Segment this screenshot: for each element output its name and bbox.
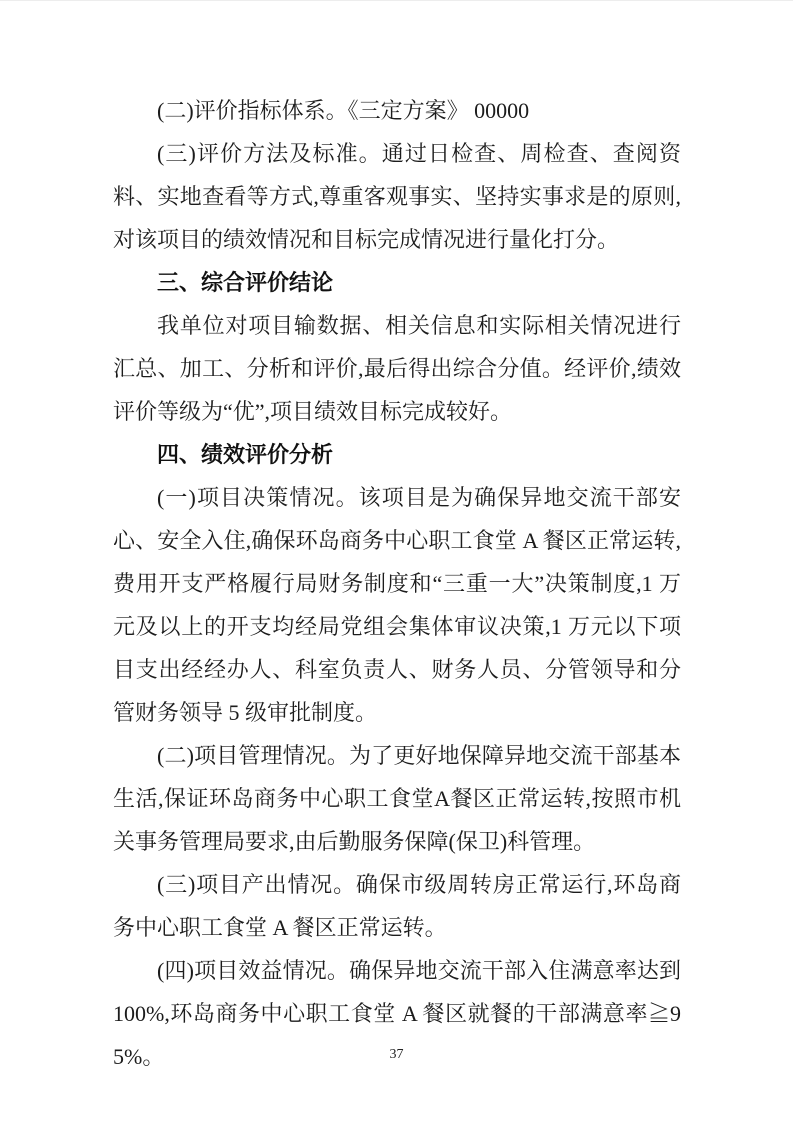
paragraph-project-decision: (一)项目决策情况。该项目是为确保异地交流干部安心、安全入住,确保环岛商务中心职工食堂 A 餐区正常运转,费用开支严格履行局财务制度和“三重一大”决策制度,1 万元及以上的开支均经局党组会集体审议决策,1 万元以下项目支出经经办人、科室负责人、财务人员、分管领导和分管财务领导 5 级审批制度。	[113, 485, 681, 725]
paragraph-overall-conclusion: 我单位对项目输数据、相关信息和实际相关情况进行汇总、加工、分析和评价,最后得出综合分值。经评价,绩效评价等级为“优”,项目绩效目标完成较好。	[113, 313, 681, 424]
paragraph-project-output: (三)项目产出情况。确保市级周转房正常运行,环岛商务中心职工食堂 A 餐区正常运转。	[113, 872, 681, 940]
paragraph-project-benefit: (四)项目效益情况。确保异地交流干部入住满意率达到 100%,环岛商务中心职工食堂 A 餐区就餐的干部满意率≧95%。	[113, 958, 681, 1069]
paragraph-eval-method-standard: (三)评价方法及标准。通过日检查、周检查、查阅资料、实地查看等方式,尊重客观事实、坚持实事求是的原则,对该项目的绩效情况和目标完成情况进行量化打分。	[113, 141, 681, 252]
document-body	[113, 89, 681, 1078]
section-heading-performance-analysis: 四、绩效评价分析	[157, 442, 334, 467]
page-number: 37	[389, 1047, 404, 1062]
paragraph-project-management: (二)项目管理情况。为了更好地保障异地交流干部基本生活,保证环岛商务中心职工食堂A餐区正常运转,按照市机关事务管理局要求,由后勤服务保障(保卫)科管理。	[113, 743, 681, 854]
section-heading-overall-conclusion: 三、综合评价结论	[157, 270, 334, 295]
paragraph-eval-indicator-system: (二)评价指标体系。《三定方案》 00000	[157, 98, 530, 123]
